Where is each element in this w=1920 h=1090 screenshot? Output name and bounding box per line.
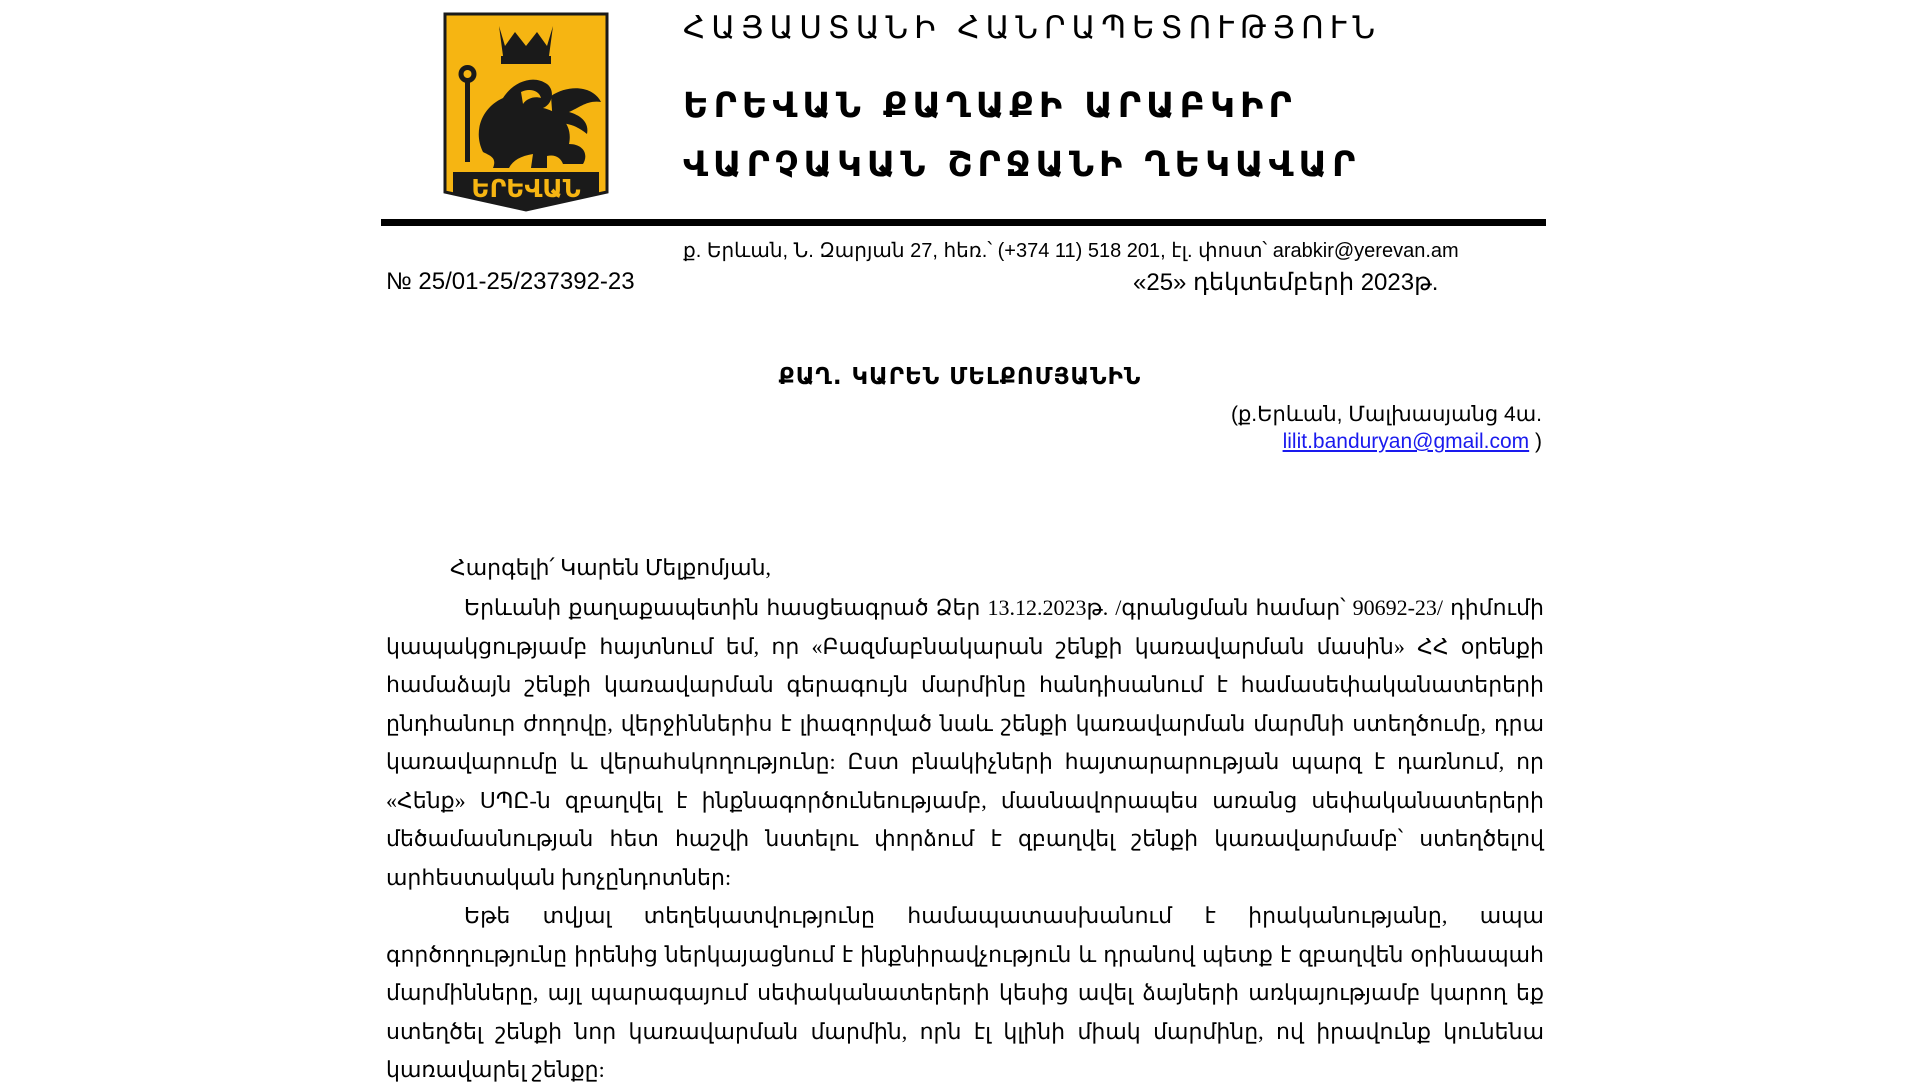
addressee-name: ՔԱՂ. ԿԱՐԵՆ ՄԵԼՔՈՄՅԱՆԻՆ	[778, 364, 1142, 390]
addressee-close-paren: )	[1529, 430, 1542, 453]
header-administration-head: ՎԱՐՉԱԿԱՆ ՇՐՋԱՆԻ ՂԵԿԱՎԱՐ	[683, 145, 1361, 185]
header-city-district: ԵՐԵՎԱՆ ՔԱՂԱՔԻ ԱՐԱԲԿԻՐ	[683, 86, 1297, 126]
paragraph-2: Եթե տվյալ տեղեկատվությունը համապատասխանում է իրականությանը, ապա գործողությունը իրենից ներկայացնում է ինքնիրավչություն և դրանով պետք է զբաղվեն օրինապահ մարմինները, այլ պարագայում սեփականատերերի կեսից ավել ձայների առկայությամբ կարող եք ստեղծել շենքի նոր կառավարման մարմին, որն էլ կլինի միակ մարմինը, ով իրավունք կունենա կառավարել շենքը:	[386, 903, 1544, 1082]
salutation: Հարգելի՛ Կարեն Մելքոմյան,	[450, 555, 772, 580]
letter-body	[386, 589, 1544, 1090]
document-date: «25» դեկտեմբերի 2023թ.	[1133, 269, 1439, 296]
header-republic: ՀԱՅԱՍՏԱՆԻ ՀԱՆՐԱՊԵՏՈՒԹՅՈՒՆ	[683, 10, 1382, 46]
paragraph-1: Երևանի քաղաքապետին հասցեագրած Ձեր 13.12.2023թ. /գրանցման համար՝ 90692-23/ դիմումի կապակցությամբ հայտնում եմ, որ «Բազմաբնակարան շենքի կառավարման մասին» ՀՀ օրենքի համաձայն շենքի կառավարման գերագույն մարմինը հանդիսանում է համասեփականատերերի ընդհանուր ժողովը, վերջիններիս է լիազորված նաև շենքի կառավարման մարմնի ստեղծումը, դրա կառավարումը և վերահսկողությունը: Ըստ բնակիչների հայտարարության պարզ է դառնում, որ «Հենք» ՍՊԸ-ն զբաղվել է ինքնագործունեությամբ, մասնավորապես առանց սեփականատերերի մեծամասնության հետ հաշվի նստելու փորձում է զբաղվել շենքի կառավարմամբ՝ ստեղծելով արհեստական խոչընդոտներ:	[386, 595, 1544, 890]
logo-lettering: ԵՐԵՎԱՆ	[471, 174, 581, 203]
yerevan-coat-of-arms-logo	[443, 12, 609, 212]
document-number: № 25/01-25/237392-23	[386, 268, 635, 295]
header-contact-address: ք. Երևան, Ն. Զարյան 27, հեռ.՝ (+374 11) 518 201, էլ. փոստ՝ arabkir@yerevan.am	[683, 240, 1459, 262]
header-divider	[381, 219, 1546, 226]
addressee-email-line	[1283, 430, 1542, 454]
addressee-email-link[interactable]: lilit.banduryan@gmail.com	[1282, 430, 1530, 453]
addressee-address: (ք.Երևան, Մալխասյանց 4ա.	[1230, 403, 1542, 426]
